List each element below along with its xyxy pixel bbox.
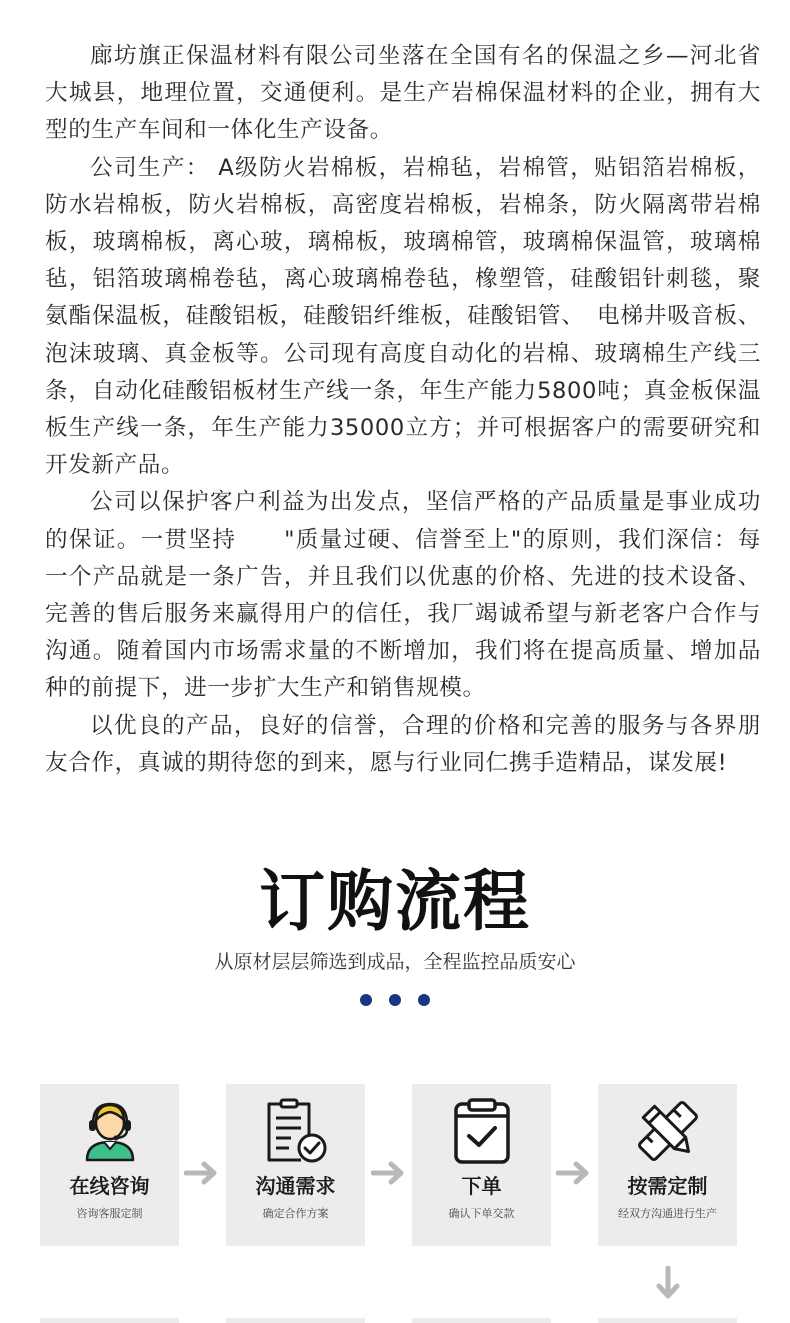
step-title: 按需定制: [627, 1174, 708, 1198]
next-step-card-partial: [40, 1318, 179, 1323]
order-clipboard-icon: [449, 1098, 515, 1164]
requirements-checklist-icon: [263, 1098, 329, 1164]
intro-paragraph: 公司以保护客户利益为出发点，坚信严格的产品质量是事业成功的保证。一贯坚持 "质量过硬、信誉至上"的原则，我们深信：每一个产品就是一条广告，并且我们以优惠的价格、先进的技术设备、完善的售后服务来赢得用户的信任，我厂竭诚希望与新老客户合作与沟通。随着国内市场需求量的不断增加，我们将在提高质量、增加品种的前提下，进一步扩大生产和销售规模。: [45, 489, 761, 702]
arrow-down-icon: [655, 1266, 681, 1302]
decoration-dot: [360, 994, 372, 1006]
step-desc: 确认下单交款: [448, 1207, 515, 1220]
title-dots-decoration: [0, 994, 790, 1006]
step-title: 下单: [461, 1174, 502, 1198]
pencil-ruler-icon: [635, 1098, 701, 1164]
next-step-card-partial: [598, 1318, 737, 1323]
step-card-custom-production: [598, 1084, 737, 1246]
customer-service-icon: [77, 1098, 143, 1164]
company-intro: [45, 38, 761, 782]
next-step-card-partial: [226, 1318, 365, 1323]
decoration-dot: [389, 994, 401, 1006]
arrow-right-icon: [556, 1160, 592, 1186]
arrow-right-icon: [184, 1160, 220, 1186]
step-card-online-consult: [40, 1084, 179, 1246]
step-desc: 经双方沟通进行生产: [618, 1207, 717, 1220]
step-card-communicate: [226, 1084, 365, 1246]
decoration-dot: [418, 994, 430, 1006]
order-process-subtitle: 从原材层层筛选到成品，全程监控品质安心: [214, 951, 576, 973]
arrow-right-icon: [371, 1160, 407, 1186]
step-desc: 确定合作方案: [262, 1207, 329, 1220]
intro-paragraph: 廊坊旗正保温材料有限公司坐落在全国有名的保温之乡—河北省大城县，地理位置，交通便利。是生产岩棉保温材料的企业，拥有大型的生产车间和一体化生产设备。: [45, 43, 761, 144]
intro-paragraph: 公司生产： A级防火岩棉板，岩棉毡，岩棉管，贴铝箔岩棉板，防水岩棉板，防火岩棉板，高密度岩棉板，岩棉条，防火隔离带岩棉板，玻璃棉板，离心玻，璃棉板，玻璃棉管，玻璃棉保温管，玻璃棉毡，铝箔玻璃棉卷毡，离心玻璃棉卷毡，橡塑管，硅酸铝针刺毯，聚氨酯保温板，硅酸铝板，硅酸铝纤维板，硅酸铝管、 电梯井吸音板、泡沫玻璃、真金板等。公司现有高度自动化的岩棉、玻璃棉生产线三条，自动化硅酸铝板材生产线一条，年生产能力5800吨；真金板保温板生产线一条，年生产能力35000立方；并可根据客户的需要研究和开发新产品。: [45, 154, 761, 479]
step-desc: 咨询客服定制: [76, 1207, 143, 1220]
step-title: 在线咨询: [69, 1174, 150, 1198]
intro-paragraph: 以优良的产品，良好的信誉，合理的价格和完善的服务与各界朋友合作，真诚的期待您的到来，愿与行业同仁携手造精品，谋发展!: [45, 712, 761, 776]
step-card-place-order: [412, 1084, 551, 1246]
step-title: 沟通需求: [255, 1174, 336, 1198]
next-step-card-partial: [412, 1318, 551, 1323]
order-process-title: 订购流程: [259, 863, 531, 940]
